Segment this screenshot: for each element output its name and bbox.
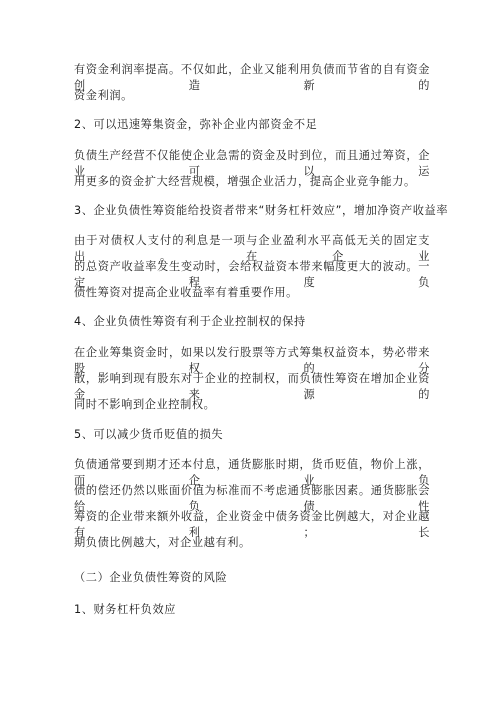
paragraph-4-line-2: 散，影响到现有股东对于企业的控制权，而负债性筹资在增加企业资金来源的	[74, 372, 430, 401]
paragraph-1-line-1: 有资金利润率提高。不仅如此，企业又能利用负债而节省的自有资金创造新的	[74, 63, 430, 92]
paragraph-5-line-1: 负债通常要到期才还本付息，通货膨胀时期，货币贬值，物价上涨，而企业负	[74, 458, 430, 487]
paragraph-5-line-4: 期负债比例越大，对企业越有利。	[74, 536, 251, 549]
paragraph-4-line-1: 在企业筹集资金时，如果以发行股票等方式筹集权益资本，势必带来股权的分	[74, 346, 430, 375]
paragraph-5-line-2: 债的偿还仍然以账面价值为标准而不考虑通货膨胀因素。通货膨胀会给负债性	[74, 484, 430, 513]
paragraph-4-line-3: 同时不影响到企业控制权。	[74, 398, 216, 411]
paragraph-3-line-1: 由于对债权人支付的利息是一项与企业盈利水平高低无关的固定支出。在企业	[74, 234, 430, 263]
paragraph-5-line-3: 筹资的企业带来额外收益，企业资金中债务资金比例越大，对企业越有利；长	[74, 510, 430, 539]
heading-4: 4、企业负债性筹资有利于企业控制权的保持	[74, 315, 306, 328]
heading-5: 5、可以减少货币贬值的损失	[74, 428, 224, 441]
paragraph-3-line-2: 的总资产收益率发生变动时，会给权益资本带来幅度更大的波动。一定程度负	[74, 260, 430, 289]
heading-3: 3、企业负债性筹资能给投资者带来“财务杠杆效应”，增加净资产收益率	[74, 204, 449, 217]
section-heading: （二）企业负债性筹资的风险	[74, 571, 228, 584]
paragraph-2-line-2: 用更多的资金扩大经营规模，增强企业活力，提高企业竞争能力。	[74, 175, 416, 188]
heading-2: 2、可以迅速筹集资金，弥补企业内部资金不足	[74, 118, 318, 131]
heading-6: 1、财务杠杆负效应	[74, 603, 177, 616]
paragraph-1-line-2: 资金利润。	[74, 89, 133, 102]
paragraph-3-line-3: 债性筹资对提高企业收益率有着重要作用。	[74, 286, 298, 299]
paragraph-2-line-1: 负债生产经营不仅能使企业急需的资金及时到位，而且通过筹资，企业可以运	[74, 149, 430, 178]
